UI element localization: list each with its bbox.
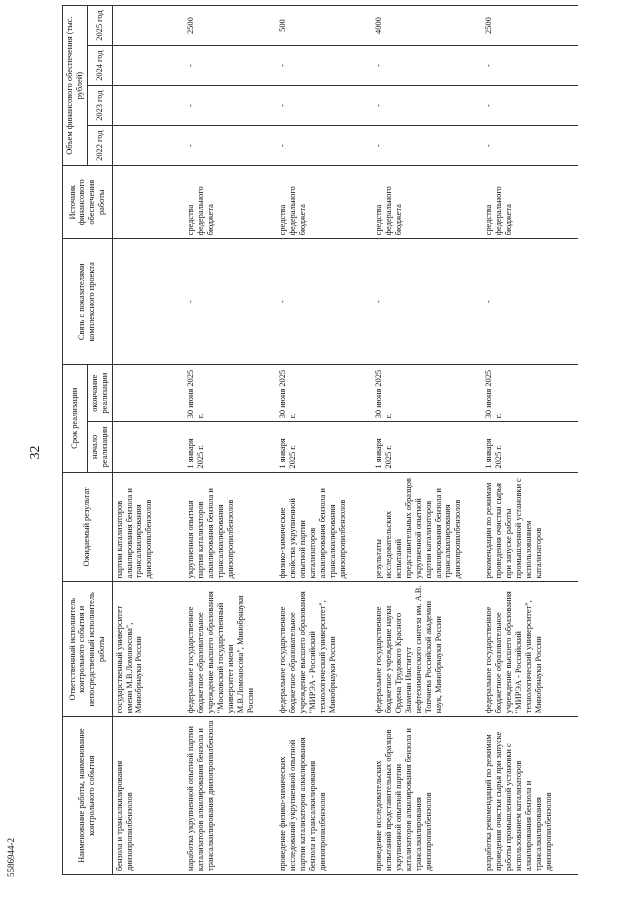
cell-result: рекомендации по режимам проведения очистки сырья при запуске работы промышленной установки с использованием катализаторов xyxy=(482,472,578,582)
cell-2022: - xyxy=(184,126,276,166)
cell-result: укрупненная опытная партия катализаторов алкилирования бензола и трансалкилирования диизопропилбензолов xyxy=(184,472,276,582)
cell-source: средства федерального бюджета xyxy=(482,166,578,239)
cell-2025: 500 xyxy=(276,6,372,46)
header-end: окончание реализации xyxy=(87,365,112,422)
header-result: Ожидаемый результат xyxy=(63,472,113,582)
table-row xyxy=(276,6,372,875)
cell-start: 1 января 2025 г. xyxy=(372,422,482,472)
page-number: 32 xyxy=(28,445,43,460)
cell-end: 30 июня 2025 г. xyxy=(184,365,276,422)
cell-2024: - xyxy=(482,46,578,86)
cell-end: 30 июня 2025 г. xyxy=(482,365,578,422)
table-row xyxy=(482,6,578,875)
header-name: Наименование работы, наименование контрольного события xyxy=(63,717,113,875)
cell-2023 xyxy=(112,86,184,126)
cell-name: проведение исследовательских испытаний представительных образцов укрупненной опытной партии катализаторов алкилирования бензола и трансалкилирования диизопропилбензолов xyxy=(372,717,482,875)
cell-2024: - xyxy=(372,46,482,86)
cell-end: 30 июня 2025 г. xyxy=(276,365,372,422)
header-link: Связь с показателями комплексного проекта xyxy=(63,239,113,365)
cell-executor: федеральное государственное бюджетное образовательное учреждение высшего образования "Московский государственный университет имени М.В.Ломоносова", Минобрнауки России xyxy=(184,582,276,717)
cell-result: партии катализаторов алкилирования бензола и трансалкилирования диизопропилбензолов xyxy=(112,472,184,582)
header-2022: 2022 год xyxy=(87,126,112,166)
cell-2023: - xyxy=(482,86,578,126)
cell-start: 1 января 2025 г. xyxy=(184,422,276,472)
cell-2022: - xyxy=(482,126,578,166)
cell-end xyxy=(112,365,184,422)
cell-2024 xyxy=(112,46,184,86)
cell-2025 xyxy=(112,6,184,46)
cell-executor: федеральное государственное бюджетное образовательное учреждение высшего образования "МИРЭА - Российский технологический университет", Минобрнауки России xyxy=(482,582,578,717)
cell-end: 30 июня 2025 г. xyxy=(372,365,482,422)
cell-2023: - xyxy=(372,86,482,126)
header-start: начало реализации xyxy=(87,422,112,472)
cell-2023: - xyxy=(276,86,372,126)
cell-link: - xyxy=(184,239,276,365)
cell-name: наработка укрупненной опытной партии катализаторов алкилирования бензола и трансалкилирования диизопропилбензола xyxy=(184,717,276,875)
work-plan-table xyxy=(62,5,578,875)
header-2024: 2024 год xyxy=(87,46,112,86)
cell-2025: 4000 xyxy=(372,6,482,46)
header-executor: Ответственный исполнитель контрольного события и непосредственный исполнитель работы xyxy=(63,582,113,717)
cell-2022: - xyxy=(276,126,372,166)
table-row xyxy=(112,6,184,875)
header-term: Срок реализации xyxy=(63,365,88,472)
cell-executor: федеральное государственное бюджетное образовательное учреждение высшего образования "МИРЭА - Российский технологический университет", Минобрнауки России xyxy=(276,582,372,717)
cell-executor: федеральное государственное бюджетное учреждение науки Ордена Трудового Красного Знамени Институт нефтехимического синтеза им. А.В. Топчиева Российской академии наук, Минобрнауки России xyxy=(372,582,482,717)
cell-2022 xyxy=(112,126,184,166)
cell-name: бензола и трансалкилирования диизопропилбензолов xyxy=(112,717,184,875)
header-2025: 2025 год xyxy=(87,6,112,46)
cell-link: - xyxy=(372,239,482,365)
cell-2025: 2500 xyxy=(482,6,578,46)
cell-2024: - xyxy=(184,46,276,86)
table-row xyxy=(184,6,276,875)
cell-2023: - xyxy=(184,86,276,126)
cell-name: разработка рекомендаций по режимам проведения очистки сырья при запуске работы промышленной установки с использованием катализаторов алкилирования бензола и трансалкилирования диизопропилбензолов xyxy=(482,717,578,875)
cell-start: 1 января 2025 г. xyxy=(482,422,578,472)
cell-source: средства федерального бюджета xyxy=(276,166,372,239)
header-row-1 xyxy=(63,6,88,875)
header-source: Источник финансового обеспечения работы xyxy=(63,166,113,239)
cell-source: средства федерального бюджета xyxy=(372,166,482,239)
cell-name: проведение физико-химических исследований укрупненной опытной партии катализаторов алкилирования бензола и трансалкилирования диизопропилбензолов xyxy=(276,717,372,875)
header-2023: 2023 год xyxy=(87,86,112,126)
cell-2025: 2500 xyxy=(184,6,276,46)
cell-link: - xyxy=(276,239,372,365)
cell-result: физико-химические свойства укрупненной опытной партии катализаторов алкилирования бензола и трансалкилирования диизопропилбензолов xyxy=(276,472,372,582)
cell-result: результаты исследовательских испытаний представительных образцов укрупненной опытной партии катализаторов алкилирования бензола и трансалкилирования диизопропилбензолов xyxy=(372,472,482,582)
cell-start: 1 января 2025 г. xyxy=(276,422,372,472)
header-finance: Объем финансового обеспечения (тыс. рублей) xyxy=(63,6,88,166)
cell-executor: государственный университет имени М.В.Ломоносова", Минобрнауки России xyxy=(112,582,184,717)
cell-start xyxy=(112,422,184,472)
cell-link xyxy=(112,239,184,365)
cell-source xyxy=(112,166,184,239)
document-code: 5586944-2 xyxy=(6,838,16,877)
cell-2024: - xyxy=(276,46,372,86)
cell-source: средства федерального бюджета xyxy=(184,166,276,239)
cell-link: - xyxy=(482,239,578,365)
cell-2022: - xyxy=(372,126,482,166)
table-row xyxy=(372,6,482,875)
